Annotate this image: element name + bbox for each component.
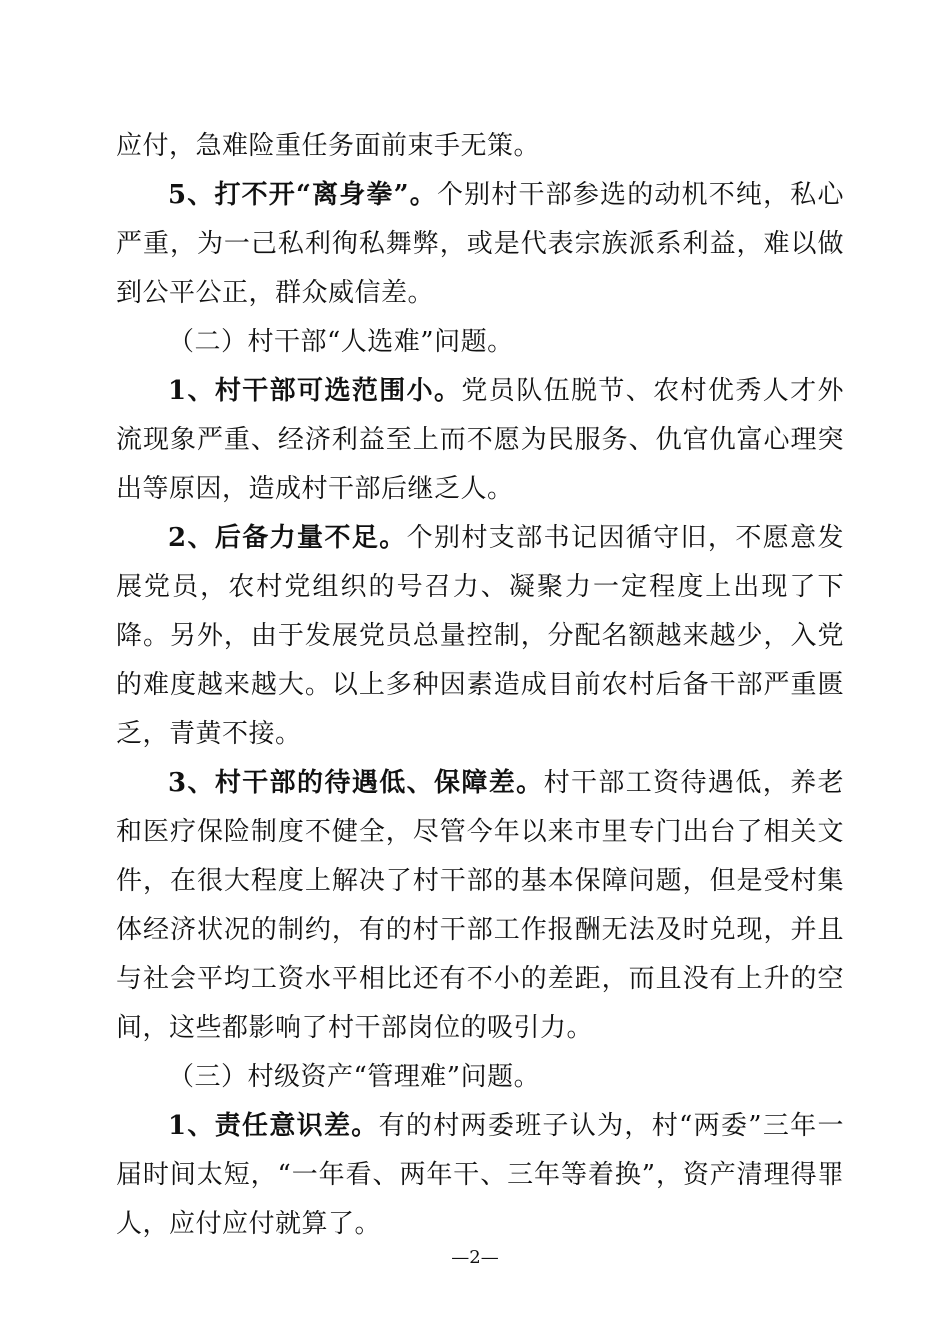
paragraph-lead: 1、责任意识差。 bbox=[168, 1111, 379, 1141]
paragraph-item-1b bbox=[116, 1102, 844, 1249]
paragraph-continuation bbox=[116, 122, 844, 171]
paragraph-text: 个别村干部参选的动机不纯，私心严重，为一己私利徇私舞弊，或是代表宗族派系利益，难以做到公平公正，群众威信差。 bbox=[116, 180, 844, 308]
paragraph-text: 村干部工资待遇低，养老和医疗保险制度不健全，尽管今年以来市里专门出台了相关文件，在很大程度上解决了村干部的基本保障问题，但是受村集体经济状况的制约，有的村干部工作报酬无法及时兑现，并且与社会平均工资水平相比还有不小的差距，而且没有上升的空间，这些都影响了村干部岗位的吸引力。 bbox=[116, 768, 844, 1043]
paragraph-text: 应付，急难险重任务面前束手无策。 bbox=[116, 131, 541, 161]
paragraph-text: 党员队伍脱节、农村优秀人才外流现象严重、经济利益至上而不愿为民服务、仇官仇富心理突出等原因，造成村干部后继乏人。 bbox=[116, 376, 844, 504]
paragraph-lead: 3、村干部的待遇低、保障差。 bbox=[168, 768, 544, 798]
page-number: —2— bbox=[451, 1247, 499, 1268]
paragraph-item-5 bbox=[116, 171, 844, 318]
paragraph-item-2 bbox=[116, 514, 844, 759]
paragraph-item-1 bbox=[116, 367, 844, 514]
paragraph-text: 个别村支部书记因循守旧，不愿意发展党员，农村党组织的号召力、凝聚力一定程度上出现了下降。另外，由于发展党员总量控制，分配名额越来越少，入党的难度越来越大。以上多种因素造成目前农村后备干部严重匮乏，青黄不接。 bbox=[116, 523, 844, 749]
paragraph-lead: 5、打不开“离身拳”。 bbox=[168, 180, 437, 210]
paragraph-text: （二）村干部“人选难”问题。 bbox=[168, 327, 514, 357]
document-body bbox=[116, 122, 844, 1249]
paragraph-item-3 bbox=[116, 759, 844, 1053]
paragraph-lead: 2、后备力量不足。 bbox=[168, 523, 407, 553]
paragraph-text: （三）村级资产“管理难”问题。 bbox=[168, 1062, 541, 1092]
paragraph-lead: 1、村干部可选范围小。 bbox=[168, 376, 462, 406]
section-heading-2 bbox=[116, 318, 844, 367]
section-heading-3 bbox=[116, 1053, 844, 1102]
paragraph-text: 有的村两委班子认为，村“两委”三年一届时间太短，“一年看、两年干、三年等着换”，资产清理得罪人，应付应付就算了。 bbox=[116, 1111, 844, 1239]
